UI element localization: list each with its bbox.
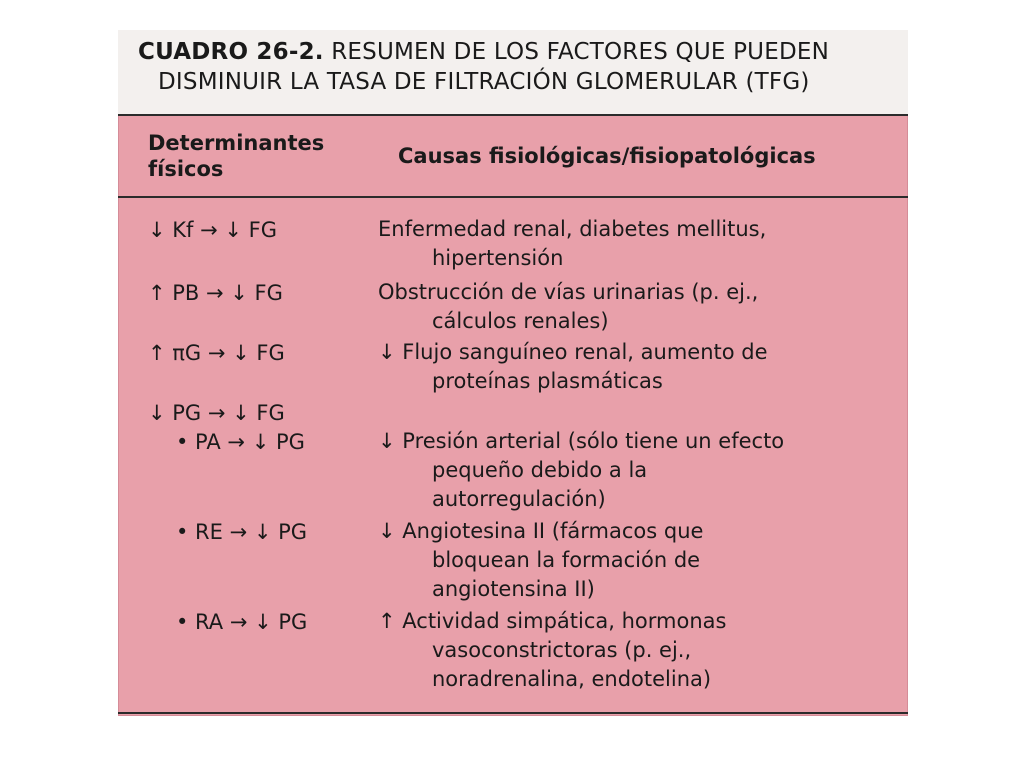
table-title-text-1: RESUMEN DE LOS FACTORES QUE PUEDEN (331, 39, 829, 65)
table-title-line-2: DISMINUIR LA TASA DE FILTRACIÓN GLOMERULAR (TFG) (158, 69, 810, 95)
cause-line: ↑ Actividad simpática, hormonas (378, 609, 727, 633)
cause-line: ↓ Flujo sanguíneo renal, aumento de (378, 340, 768, 364)
cause-line: Enfermedad renal, diabetes mellitus, (378, 217, 767, 241)
cause-line: noradrenalina, endotelina) (432, 667, 712, 691)
cause-line: angiotensina II) (432, 577, 595, 601)
cause-line: proteínas plasmáticas (432, 369, 663, 393)
column-header-causes: Causas fisiológicas/fisiopatológicas (398, 144, 816, 168)
cause-cell (378, 278, 898, 336)
cause-cell (378, 607, 898, 694)
summary-table-card (118, 30, 908, 716)
table-title-line-1 (138, 39, 829, 65)
cause-line: cálculos renales) (432, 309, 609, 333)
determinant-cell: • PA → ↓ PG (176, 430, 305, 454)
cause-line: autorregulación) (432, 487, 606, 511)
table-title-bar (118, 30, 908, 116)
table-bottom-border (118, 712, 908, 714)
cause-line: Obstrucción de vías urinarias (p. ej., (378, 280, 759, 304)
column-header-determinants-line-1: Determinantes (148, 131, 325, 155)
cause-line: pequeño debido a la (432, 458, 648, 482)
determinant-cell: ↑ PB → ↓ FG (148, 281, 283, 305)
determinant-cell: ↓ PG → ↓ FG (148, 401, 285, 425)
cause-cell (378, 338, 898, 396)
cause-cell (378, 517, 898, 604)
column-header-determinants (148, 130, 358, 182)
cause-line: ↓ Presión arterial (sólo tiene un efecto (378, 429, 785, 453)
column-header-determinants-line-2: físicos (148, 157, 224, 181)
cause-line: bloquean la formación de (432, 548, 701, 572)
determinant-cell: • RE → ↓ PG (176, 520, 308, 544)
table-number: CUADRO 26-2. (138, 39, 324, 65)
determinant-cell: ↓ Kf → ↓ FG (148, 218, 278, 242)
header-divider (118, 196, 908, 198)
cause-line: vasoconstrictoras (p. ej., (432, 638, 692, 662)
cause-cell (378, 215, 898, 273)
cause-cell (378, 427, 898, 514)
determinant-cell: • RA → ↓ PG (176, 610, 308, 634)
cause-line: hipertensión (432, 246, 564, 270)
determinant-cell: ↑ πG → ↓ FG (148, 341, 285, 365)
cause-line: ↓ Angiotesina II (fármacos que (378, 519, 704, 543)
